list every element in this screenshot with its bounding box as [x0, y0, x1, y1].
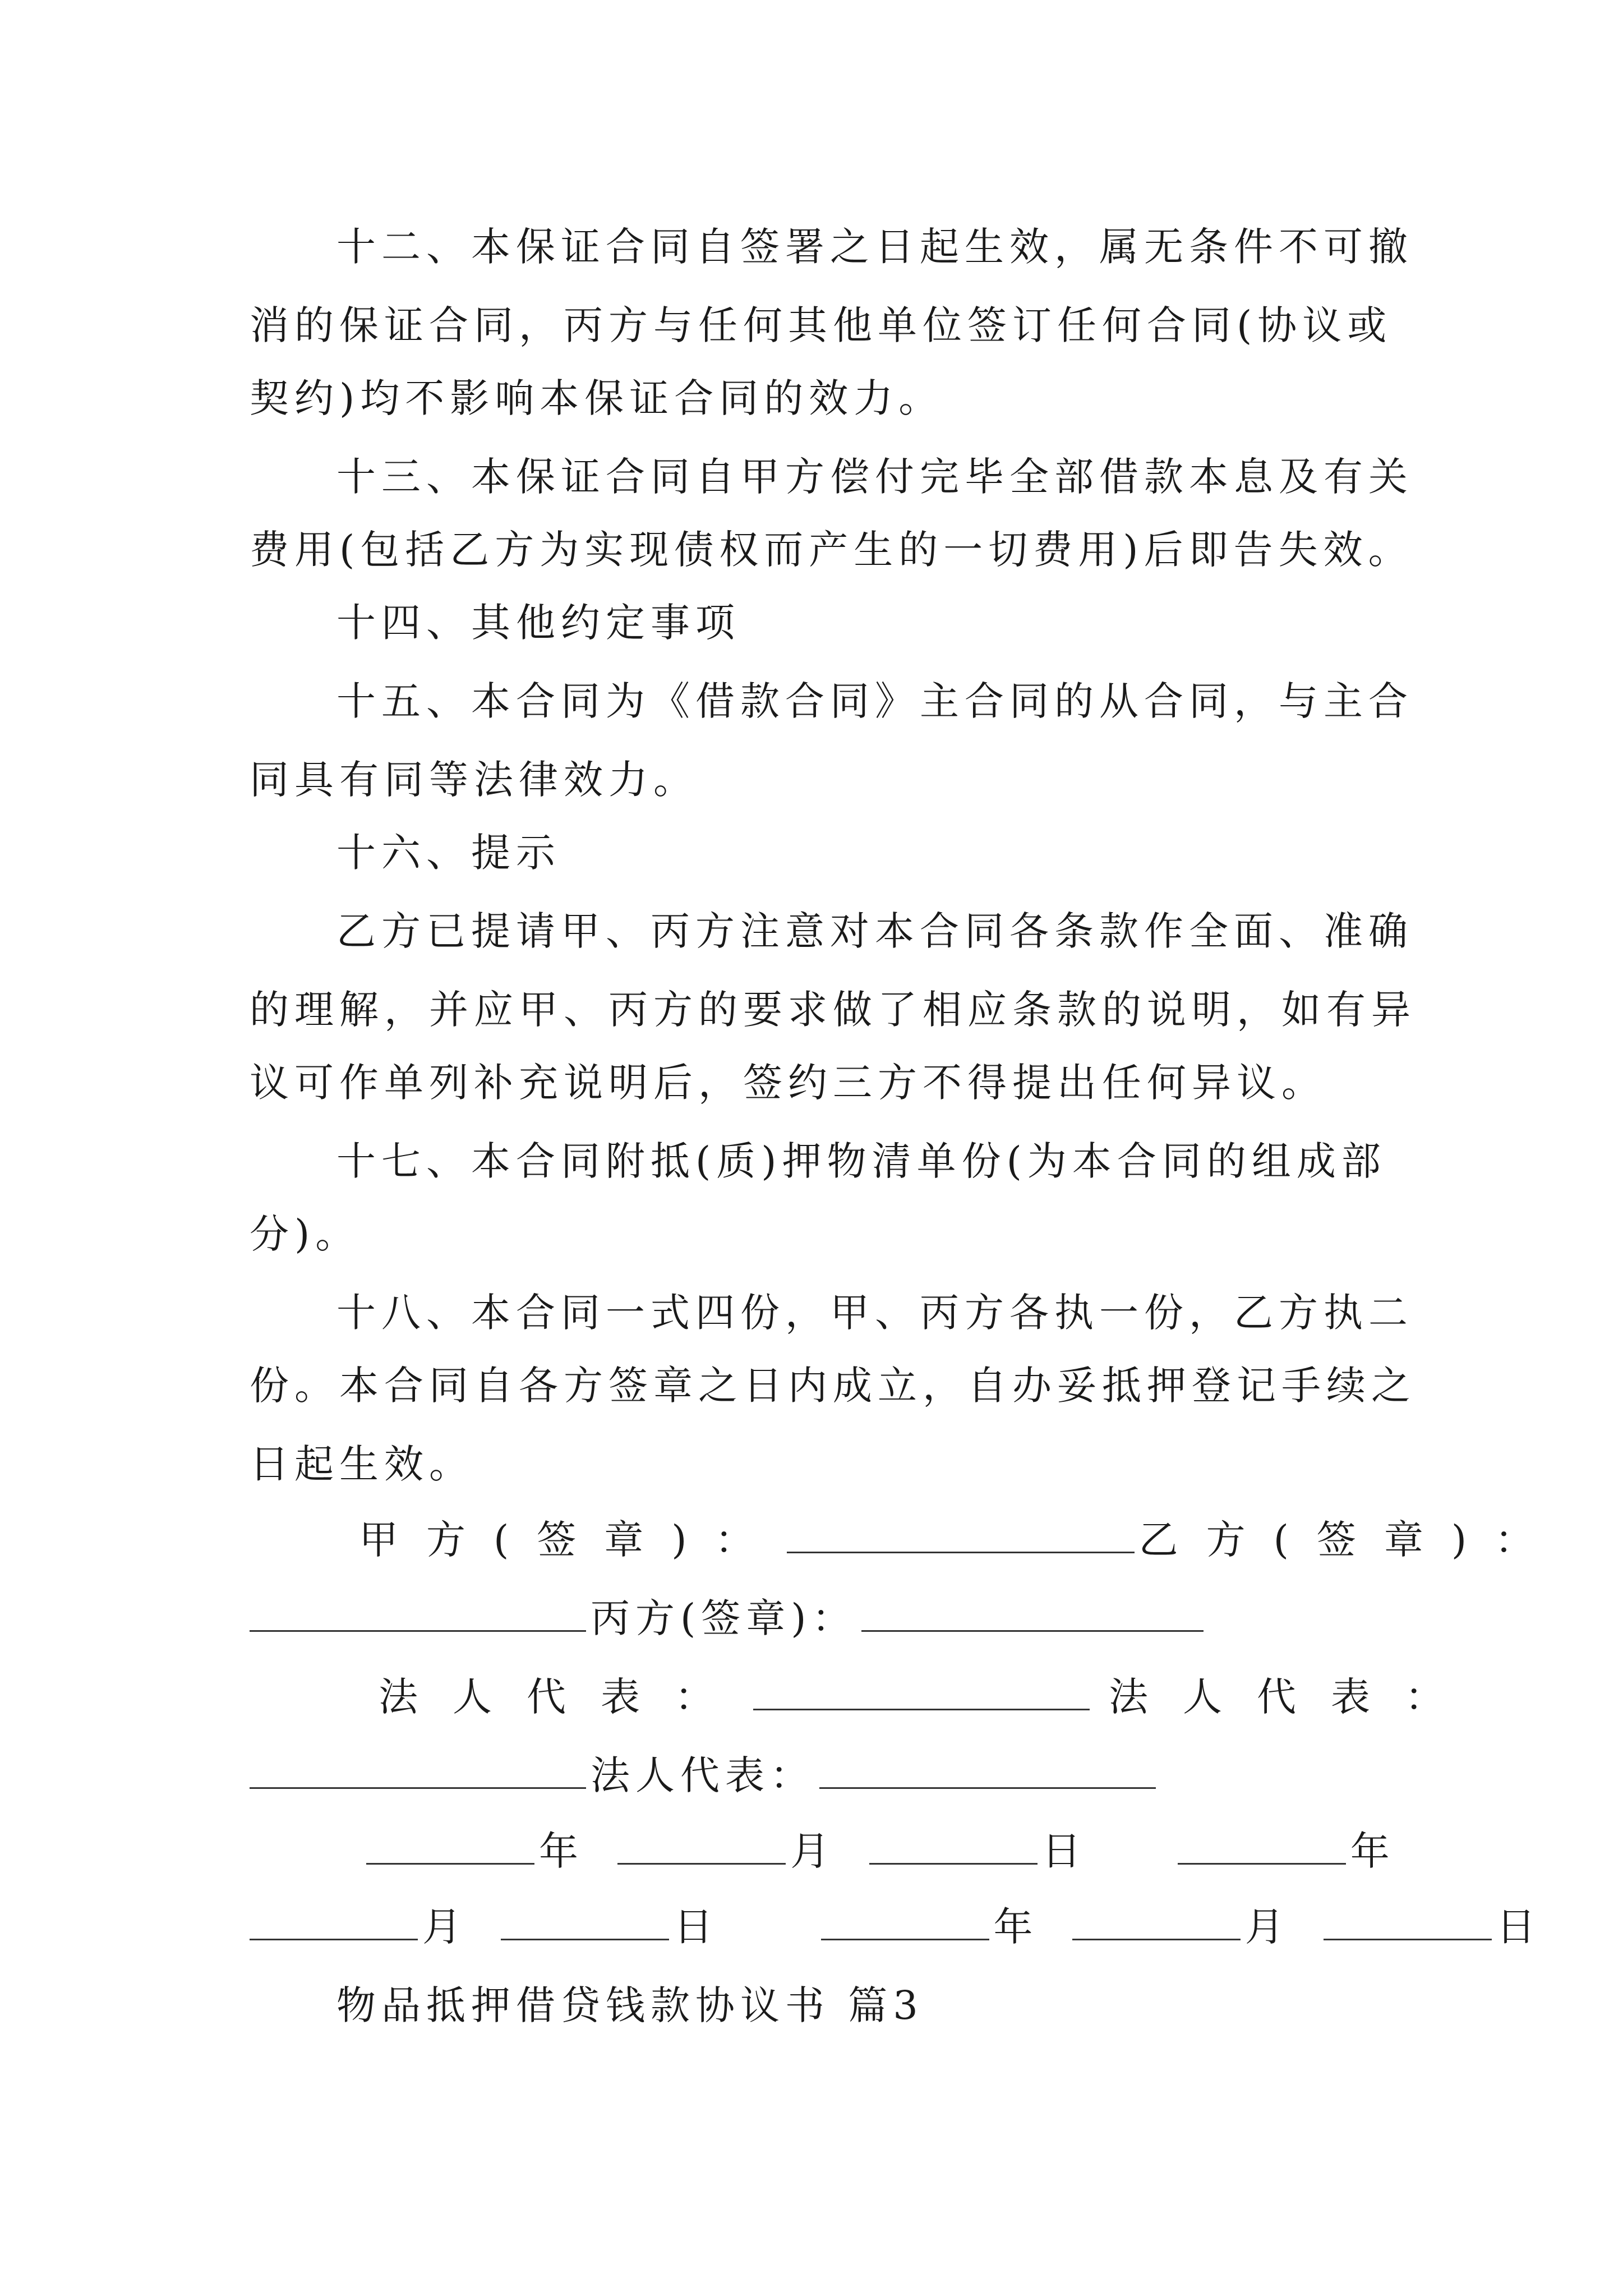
- day-c-blank: [1324, 1899, 1492, 1940]
- next-section-heading: 物品抵押借贷钱款协议书 篇3: [336, 1982, 924, 2028]
- clause-14-title: 十四、其他约定事项: [336, 600, 740, 646]
- month-a-label: 月: [790, 1828, 841, 1874]
- legal-rep-c-line: [819, 1748, 1156, 1789]
- year-b-blank: [1178, 1824, 1346, 1865]
- legal-rep-b-label: 法人代表：: [1109, 1674, 1479, 1720]
- legal-rep-row-1: [379, 1669, 1479, 1725]
- party-b-label: 乙方(签章)：: [1138, 1517, 1562, 1563]
- clause-18-line-2: 份。本合同自各方签章之日内成立，自办妥抵押登记手续之: [250, 1363, 1416, 1409]
- year-c-blank: [821, 1899, 989, 1940]
- month-b-label: 月: [422, 1904, 473, 1950]
- day-b-blank: [501, 1899, 669, 1940]
- clause-12-line-3: 契约)均不影响本保证合同的效力。: [250, 375, 944, 421]
- clause-13-line-1: 十三、本保证合同自甲方偿付完毕全部借款本息及有关: [336, 454, 1413, 500]
- party-b-signature-line: [250, 1591, 586, 1632]
- party-c-signature-line: [861, 1591, 1204, 1632]
- clause-12-line-1: 十二、本保证合同自签署之日起生效，属无条件不可撤: [336, 224, 1413, 270]
- clause-18-line-3: 日起生效。: [250, 1441, 474, 1487]
- day-a-blank: [869, 1824, 1038, 1865]
- year-b-label: 年: [1350, 1828, 1401, 1874]
- party-a-label: 甲方(签章)：: [359, 1517, 782, 1563]
- year-a-label: 年: [539, 1828, 589, 1874]
- clause-15-line-1: 十五、本合同为《借款合同》主合同的从合同，与主合: [336, 678, 1413, 724]
- clause-15-line-2: 同具有同等法律效力。: [250, 757, 698, 803]
- day-a-label: 日: [1041, 1828, 1092, 1874]
- month-b-blank: [250, 1899, 418, 1940]
- signature-row-1: [359, 1512, 1562, 1568]
- month-c-blank: [1072, 1899, 1241, 1940]
- signature-row-2: [250, 1590, 1208, 1646]
- year-c-label: 年: [993, 1904, 1044, 1950]
- party-c-label: 丙方(签章)：: [591, 1595, 857, 1641]
- date-row-2: [250, 1899, 1547, 1955]
- legal-rep-a-label: 法人代表：: [379, 1674, 749, 1720]
- clause-17-line-2: 分)。: [250, 1211, 361, 1257]
- month-c-label: 月: [1244, 1904, 1295, 1950]
- month-a-blank: [617, 1824, 786, 1865]
- clause-16-title: 十六、提示: [336, 830, 561, 876]
- day-c-label: 日: [1496, 1904, 1547, 1950]
- clause-16-line-1: 乙方已提请甲、丙方注意对本合同各条款作全面、准确: [336, 908, 1413, 954]
- clause-16-line-3: 议可作单列补充说明后，签约三方不得提出任何异议。: [250, 1060, 1326, 1106]
- clause-16-line-2: 的理解，并应甲、丙方的要求做了相应条款的说明，如有异: [250, 987, 1416, 1033]
- day-b-label: 日: [674, 1904, 725, 1950]
- date-row-1: [362, 1823, 1401, 1879]
- clause-18-line-1: 十八、本合同一式四份，甲、丙方各执一份，乙方执二: [336, 1290, 1413, 1336]
- year-a-blank: [366, 1824, 534, 1865]
- legal-rep-b-line: [250, 1748, 586, 1789]
- clause-12-line-2: 消的保证合同，丙方与任何其他单位签订任何合同(协议或: [250, 302, 1393, 348]
- clause-13-line-2: 费用(包括乙方为实现债权而产生的一切费用)后即告失效。: [250, 527, 1413, 573]
- legal-rep-c-label: 法人代表：: [591, 1752, 815, 1798]
- clause-17-line-1: 十七、本合同附抵(质)押物清单份(为本合同的组成部: [336, 1138, 1386, 1184]
- legal-rep-row-2: [250, 1747, 1160, 1803]
- legal-rep-a-line: [753, 1669, 1090, 1710]
- party-a-signature-line: [787, 1512, 1135, 1553]
